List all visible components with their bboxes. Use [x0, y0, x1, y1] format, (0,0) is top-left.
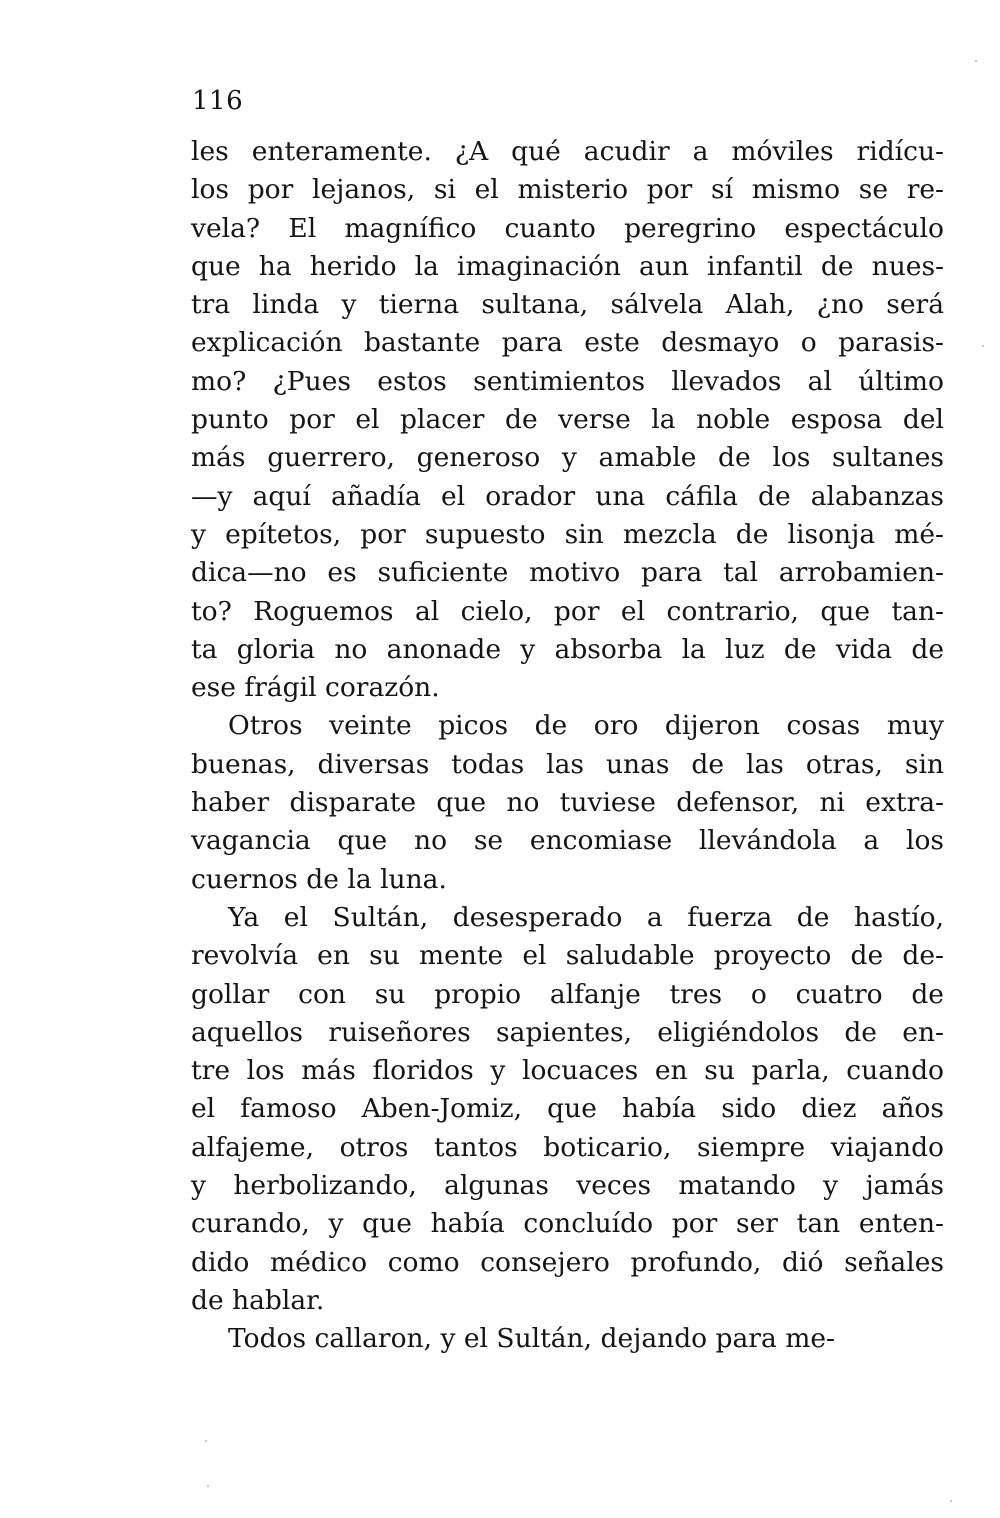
page-number: 116	[192, 86, 244, 116]
text-line: gollar con su propio alfanje tres o cuatro de	[191, 978, 944, 1010]
text-line: buenas, diversas todas las unas de las otras, sin	[191, 748, 944, 780]
text-line: haber disparate que no tuviese defensor, ni extra-	[191, 787, 944, 819]
paragraph-end-line: cuernos de la luna.	[191, 863, 447, 895]
text-line: dica—no es suficiente motivo para tal arrobamien-	[191, 557, 944, 589]
text-line: ta gloria no anonade y absorba la luz de vida de	[191, 633, 944, 665]
text-line: el famoso Aben-Jomiz, que había sido diez años	[191, 1093, 944, 1125]
text-line: mo? ¿Pues estos sentimientos llevados al último	[191, 365, 944, 397]
text-line: dido médico como consejero profundo, dió señales	[191, 1246, 944, 1278]
text-line: curando, y que había concluído por ser tan enten-	[191, 1208, 944, 1240]
text-line: y epítetos, por supuesto sin mezcla de lisonja mé-	[191, 518, 944, 550]
text-line: más guerrero, generoso y amable de los sultanes	[191, 442, 944, 474]
paragraph-end-line: ese frágil corazón.	[191, 672, 440, 704]
text-line: tra linda y tierna sultana, sálvela Alah, ¿no será	[191, 289, 944, 321]
body-text	[191, 133, 944, 1359]
text-line: vagancia que no se encomiase llevándola a los	[191, 825, 944, 857]
scan-speck	[207, 1485, 209, 1487]
text-line: y herbolizando, algunas veces matando y jamás	[191, 1170, 944, 1202]
text-line: que ha herido la imaginación aun infantil de nues-	[191, 250, 944, 282]
scan-speck	[975, 60, 977, 62]
paragraph-start-line: Todos callaron, y el Sultán, dejando para me-	[228, 1323, 835, 1355]
text-line: los por lejanos, si el misterio por sí mismo se re-	[191, 174, 944, 206]
text-line: aquellos ruiseñores sapientes, eligiéndolos de en-	[191, 1016, 944, 1048]
text-line: revolvía en su mente el saludable proyecto de de-	[191, 940, 944, 972]
scan-speck	[205, 1440, 207, 1442]
text-line: alfajeme, otros tantos boticario, siempre viajando	[191, 1131, 944, 1163]
paragraph-start-line: Otros veinte picos de oro dijeron cosas muy	[228, 710, 944, 742]
paragraph-end-line: de hablar.	[191, 1284, 325, 1316]
text-line: explicación bastante para este desmayo o parasis-	[191, 327, 944, 359]
text-line: to? Roguemos al cielo, por el contrario, que tan-	[191, 595, 944, 627]
text-line: —y aquí añadía el orador una cáfila de alabanzas	[191, 480, 944, 512]
text-line: punto por el placer de verse la noble esposa del	[191, 404, 944, 436]
text-line: tre los más floridos y locuaces en su parla, cuando	[191, 1055, 944, 1087]
paragraph-start-line: Ya el Sultán, desesperado a fuerza de hastío,	[228, 901, 944, 933]
scan-speck	[982, 345, 984, 347]
text-line: vela? El magnífico cuanto peregrino espectáculo	[191, 212, 944, 244]
scan-speck	[950, 1500, 952, 1502]
text-line: les enteramente. ¿A qué acudir a móviles ridícu-	[191, 136, 944, 167]
